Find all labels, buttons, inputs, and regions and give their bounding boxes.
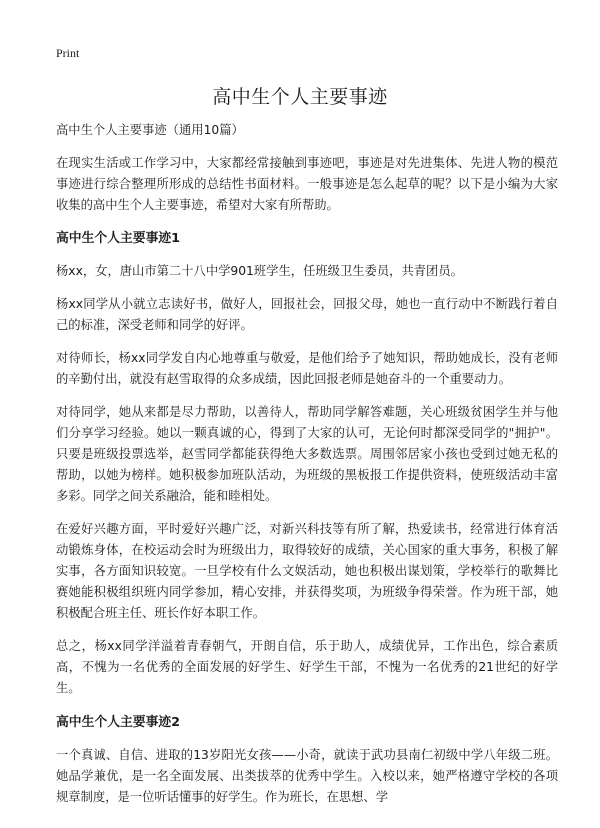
section-1-paragraph: 杨xx同学从小就立志读好书，做好人，回报社会，回报父母，她也一直行动中不断践行着自己的标准，深受老师和同学的好评。 [56,297,558,332]
document-subtitle: 高中生个人主要事迹（通用10篇） [56,123,244,137]
section-1-paragraph: 对待同学，她从来都是尽力帮助，以善待人，帮助同学解答难题，关心班级贫困学生并与他们分享学习经验。她以一颗真诚的心，得到了大家的认可，无论何时都深受同学的"拥护"。只要是班级投票选举，赵雪同学都能获得绝大多数选票。周围邻居家小孩也受到过她无私的帮助，以她为榜样。她积极参加班队活动，为班级的黑板报工作提供资料，使班级活动丰富多彩。同学之间关系融洽，能和睦相处。 [56,405,558,503]
section-1-paragraph: 对待师长，杨xx同学发自内心地尊重与敬爱，是他们给予了她知识，帮助她成长，没有老师的辛勤付出，就没有赵雪取得的众多成绩，因此回报老师是她奋斗的一个重要动力。 [56,351,558,386]
section-heading-1: 高中生个人主要事迹1 [56,231,181,246]
intro-paragraph: 在现实生活或工作学习中，大家都经常接触到事迹吧，事迹是对先进集体、先进人物的模范事迹进行综合整理所形成的总结性书面材料。一般事迹是怎么起草的呢？以下是小编为大家收集的高中生个人主要事迹，希望对大家有所帮助。 [56,156,558,212]
section-1-paragraph: 总之，杨xx同学洋溢着青春朝气，开朗自信，乐于助人，成绩优异，工作出色，综合素质高，不愧为一名优秀的全面发展的好学生、好学生干部，不愧为一名优秀的21世纪的好学生。 [56,639,558,695]
section-1-paragraph: 在爱好兴趣方面，平时爱好兴趣广泛，对新兴科技等有所了解，热爱读书，经常进行体育活动锻炼身体，在校运动会时为班级出力，取得较好的成绩，关心国家的重大事务，积极了解实事，各方面知识较宽。一旦学校有什么文娱活动，她也积极出谋划策，学校举行的歌舞比赛她能积极组织班内同学参加，精心安排，并获得奖项，为班级争得荣誉。作为班干部，她积极配合班主任、班长作好本职工作。 [56,522,558,620]
section-heading-2: 高中生个人主要事迹2 [56,715,181,730]
section-1-paragraph: 杨xx，女，唐山市第二十八中学901班学生，任班级卫生委员，共青团员。 [56,264,463,278]
section-2-paragraph: 一个真诚、自信、进取的13岁阳光女孩——小奇，就读于武功县南仁初级中学八年级二班。她品学兼优，是一名全面发展、出类拔萃的优秀中学生。入校以来，她严格遵守学校的各项规章制度，是一位听话懂事的好学生。作为班长，在思想、学 [56,748,558,804]
document-body [56,120,558,820]
document-title: 高中生个人主要事迹 [212,86,388,108]
print-link[interactable]: Print [56,46,80,60]
